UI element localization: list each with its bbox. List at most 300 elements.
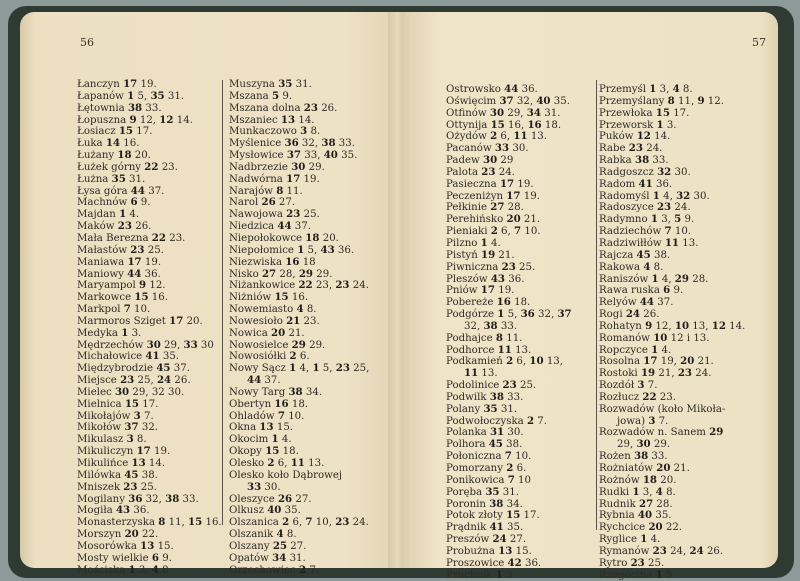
index-entry	[599, 570, 745, 581]
map-sheet-number: 17	[123, 78, 138, 90]
index-entry	[599, 155, 745, 167]
entry-text: Rabka	[599, 155, 635, 167]
entry-text: 28,	[276, 268, 299, 280]
map-sheet-number: 23	[303, 101, 318, 114]
entry-text: 25.	[644, 557, 665, 569]
map-sheet-number: 23	[501, 260, 516, 273]
map-sheet-number: 2	[506, 355, 514, 368]
map-sheet-number: 7	[664, 225, 672, 238]
entry-text: 16.	[288, 292, 309, 304]
map-sheet-number: 18	[305, 231, 320, 244]
entry-text: 23.	[158, 161, 178, 173]
entry-text: 13.	[679, 237, 699, 249]
map-sheet-number: 1	[480, 236, 488, 249]
entry-text: 31.	[164, 90, 185, 102]
entry-text: Proszowice	[446, 557, 508, 569]
entry-text: 7.	[140, 410, 154, 422]
map-sheet-number: 15	[274, 291, 289, 304]
entry-text: Małastów	[77, 244, 131, 256]
entry-text: 36.	[652, 178, 673, 190]
entry-text: 38.	[502, 439, 523, 451]
entry-text: 27.	[292, 493, 312, 505]
entry-text: Niezwiska	[229, 256, 286, 268]
index-entry	[599, 416, 745, 428]
entry-text: 20.	[183, 315, 203, 327]
entry-text: 3.	[663, 119, 677, 131]
index-entry	[599, 510, 745, 522]
index-entry	[77, 126, 222, 138]
index-entry	[599, 333, 745, 345]
map-sheet-number: 15	[124, 397, 140, 410]
map-sheet-number: 2	[526, 414, 535, 427]
map-sheet-number: 21	[286, 314, 301, 327]
entry-text: 8.	[650, 261, 664, 273]
map-sheet-number: 19	[640, 367, 656, 380]
map-sheet-number: 23	[130, 243, 145, 256]
entry-text: Radziwiłłów	[599, 237, 665, 249]
map-sheet-number: 27	[261, 267, 277, 280]
index-entry	[77, 387, 222, 399]
map-sheet-number: 30	[636, 438, 651, 451]
entry-text: 18	[299, 256, 316, 268]
map-sheet-number: 23	[335, 279, 350, 292]
entry-text: 9.	[681, 214, 695, 226]
map-sheet-number: 3	[133, 409, 141, 422]
entry-text: Pełkinie	[446, 202, 491, 214]
entry-text: Nowica	[229, 327, 272, 339]
map-sheet-number: 1	[651, 343, 659, 356]
index-entry	[77, 494, 222, 506]
map-sheet-number: 30	[482, 154, 498, 167]
index-entry	[77, 553, 222, 565]
map-sheet-number: 10	[674, 319, 690, 332]
map-sheet-number: 44	[504, 83, 519, 95]
entry-text: Pistyń	[446, 249, 481, 261]
entry-text: Piwniczna	[446, 261, 502, 273]
entry-text: Mikołajów	[77, 410, 134, 422]
map-sheet-number: 35	[485, 485, 500, 498]
map-sheet-number: 31	[489, 426, 505, 439]
entry-text: 10.	[130, 304, 151, 316]
entry-text: 20.	[319, 232, 339, 244]
index-entry	[229, 186, 369, 198]
entry-text: Michałowice	[77, 351, 146, 363]
map-sheet-number: 36	[128, 492, 143, 505]
entry-text: 26.	[640, 309, 660, 321]
map-sheet-number: 29	[291, 338, 306, 351]
map-sheet-number: 15	[265, 445, 280, 458]
map-sheet-number: 20	[656, 462, 671, 474]
map-sheet-number: 23	[123, 480, 138, 493]
entry-text: 29.	[305, 161, 325, 173]
map-sheet-number: 30	[114, 385, 130, 398]
entry-text: Przewłoka	[599, 107, 656, 119]
map-sheet-number: 12	[636, 130, 651, 143]
entry-text: Międzybrodzie	[77, 363, 157, 375]
index-entry	[446, 274, 572, 286]
entry-text: Prądnik	[446, 522, 490, 534]
map-sheet-number: 15	[134, 291, 149, 304]
map-sheet-number: 37	[557, 308, 572, 321]
map-sheet-number: 22	[642, 390, 657, 403]
entry-text: Nawojowa	[229, 209, 287, 221]
entry-text: Łużna	[77, 173, 112, 185]
entry-text: Milówka	[77, 469, 125, 481]
entry-text: 33.	[179, 493, 199, 505]
entry-text: Morszyn	[77, 529, 125, 541]
index-column-left-1	[77, 79, 222, 576]
entry-text: 15.	[273, 422, 294, 434]
entry-text: 26.	[317, 102, 338, 114]
map-sheet-number: 30	[489, 106, 505, 119]
entry-text: Romanów	[599, 332, 654, 344]
map-sheet-number: 7	[507, 473, 515, 486]
entry-text: 24,	[666, 545, 690, 557]
map-sheet-number: 11	[664, 236, 679, 249]
index-entry	[599, 380, 745, 392]
index-entry	[599, 499, 745, 511]
entry-text: 36.	[505, 273, 525, 285]
entry-text: 21.	[285, 327, 305, 339]
entry-text: 33.	[335, 138, 356, 150]
map-sheet-number: 43	[320, 243, 335, 256]
entry-text: Machnów	[77, 197, 131, 209]
entry-text: 6,	[274, 458, 291, 469]
entry-text: 27.	[275, 197, 296, 209]
entry-text: 24.	[349, 517, 369, 529]
map-sheet-number: 1	[495, 568, 503, 581]
entry-text: 6,	[497, 131, 514, 143]
entry-text: 24.	[692, 368, 712, 380]
entry-text: Rożniatów	[599, 463, 657, 474]
entry-text: 26.	[171, 375, 191, 387]
entry-text: 5,	[134, 90, 151, 102]
map-sheet-number: 17	[286, 172, 301, 185]
map-sheet-number: 22	[144, 160, 159, 173]
map-sheet-number: 27	[638, 497, 654, 510]
index-entry	[229, 91, 369, 103]
map-sheet-number: 41	[638, 177, 653, 190]
entry-text: 30	[197, 339, 214, 351]
entry-text: Łętownia	[77, 102, 128, 114]
index-entry	[599, 463, 745, 475]
map-sheet-number: 12	[711, 319, 726, 332]
entry-text: 29.	[650, 439, 671, 451]
map-sheet-number: 24	[492, 533, 507, 546]
entry-text: 25.	[144, 244, 164, 256]
map-sheet-number: 11	[290, 457, 305, 469]
entry-text: Mielnica	[77, 398, 125, 410]
map-sheet-number: 24	[689, 544, 704, 557]
index-entry	[229, 529, 369, 541]
entry-text: 38.	[650, 249, 671, 261]
index-entry	[229, 434, 369, 446]
entry-text: 10,	[312, 517, 336, 529]
entry-text: 17.	[139, 398, 159, 410]
entry-text: 29,	[617, 439, 637, 451]
entry-text: 14.	[173, 114, 193, 126]
map-sheet-number: 17	[169, 314, 184, 327]
index-entry	[229, 517, 369, 529]
entry-text: Majdan	[77, 209, 120, 221]
entry-text: 9.	[158, 552, 172, 564]
map-sheet-number: 11	[464, 367, 479, 380]
entry-text: Ożydów	[446, 131, 491, 143]
map-sheet-number: 23	[335, 362, 350, 375]
index-entry	[229, 221, 369, 233]
entry-text: Oświęcim	[446, 95, 500, 107]
map-sheet-number: 19	[481, 248, 496, 261]
map-sheet-number: 34	[272, 551, 287, 564]
index-entry	[446, 487, 572, 499]
map-sheet-number: 1	[271, 433, 279, 446]
index-entry	[229, 565, 369, 577]
map-sheet-number: 17	[643, 355, 658, 368]
map-sheet-number: 16	[274, 397, 289, 410]
index-entry	[229, 422, 369, 434]
entry-text: 10.	[284, 410, 305, 422]
entry-text: Olesko	[229, 458, 268, 469]
entry-text: Obertyn	[229, 398, 275, 410]
map-sheet-number: 12	[159, 113, 174, 126]
entry-text: Potok złoty	[446, 510, 507, 522]
entry-text: 17.	[520, 510, 540, 522]
index-entry	[77, 269, 222, 281]
entry-text: 32,	[142, 493, 166, 505]
entry-text: Łużany	[77, 150, 118, 162]
entry-text: 28.	[688, 273, 709, 285]
map-sheet-number: 37	[286, 149, 301, 162]
entry-text: Rytro	[599, 557, 631, 569]
map-sheet-number: 1	[127, 89, 135, 102]
index-entry	[599, 534, 745, 546]
entry-text: Mikołów	[77, 422, 125, 434]
entry-text: 3,	[656, 84, 673, 95]
map-sheet-number: 40	[323, 149, 338, 162]
entry-text: 25.	[515, 261, 536, 273]
entry-text: Pniów	[446, 285, 481, 297]
entry-text: 33.	[503, 391, 524, 403]
entry-text: Mszana dolna	[229, 102, 304, 114]
map-sheet-number: 37	[124, 421, 139, 434]
index-entry	[599, 427, 745, 439]
entry-text: 17.	[669, 107, 690, 119]
index-entry	[229, 482, 369, 494]
entry-text: Niedzica	[229, 221, 278, 233]
index-entry	[599, 546, 745, 558]
entry-text: 25.	[516, 380, 537, 392]
index-entry	[77, 363, 222, 375]
map-sheet-number: 4	[672, 83, 680, 95]
entry-text: Radoszyce	[599, 202, 657, 214]
map-sheet-number: 40	[637, 509, 653, 522]
entry-text: 25,	[134, 375, 157, 387]
entry-text: Mosty wielkie	[77, 552, 152, 564]
index-entry	[599, 356, 745, 368]
map-sheet-number: 1	[128, 563, 136, 576]
entry-text: 31.	[125, 173, 146, 185]
map-sheet-number: 45	[156, 362, 171, 375]
index-entry	[229, 411, 369, 423]
map-sheet-number: 9	[129, 113, 137, 126]
entry-text: 6,	[513, 356, 530, 368]
index-entry	[446, 191, 572, 203]
map-sheet-number: 2	[490, 225, 498, 238]
entry-text: 29.	[305, 339, 326, 351]
map-sheet-number: 11	[513, 130, 528, 143]
index-entry	[229, 280, 369, 292]
map-sheet-number: 1	[650, 213, 658, 226]
entry-text: Łanczyn	[77, 79, 124, 90]
entry-text: Rogi	[599, 309, 626, 321]
entry-text: Miejsce	[77, 375, 121, 387]
entry-text: 37.	[654, 297, 674, 309]
entry-text: Łopuszna	[77, 114, 130, 126]
entry-text: 16.	[120, 138, 140, 150]
entry-text: 37.	[291, 221, 312, 233]
entry-text: 4.	[647, 534, 661, 546]
entry-text: Rakowa	[599, 261, 644, 273]
map-sheet-number: 9	[139, 279, 147, 292]
entry-text: 7.	[306, 564, 320, 576]
map-sheet-number: 38	[635, 154, 650, 167]
index-entry	[446, 522, 572, 534]
entry-text: 21.	[520, 214, 541, 226]
entry-text: 8.	[662, 486, 676, 498]
index-entry	[599, 297, 745, 309]
map-sheet-number: 17	[136, 445, 151, 458]
index-entry	[599, 143, 745, 155]
map-sheet-number: 1	[656, 118, 664, 131]
entry-text: Nowy Sącz	[229, 363, 290, 375]
map-sheet-number: 1	[119, 208, 127, 221]
index-entry	[229, 458, 369, 470]
map-sheet-number: 2	[490, 130, 498, 143]
entry-text: 35.	[337, 150, 358, 162]
entry-text: 20.	[657, 474, 677, 486]
entry-text: Podhorce	[446, 344, 498, 356]
entry-text: 14.	[725, 320, 746, 332]
index-entry	[77, 565, 222, 577]
entry-text: Puków	[599, 131, 637, 143]
map-sheet-number: 36	[284, 137, 299, 150]
entry-text: Mała Berezna	[77, 232, 152, 244]
entry-text: Nowosiółki	[229, 351, 290, 363]
entry-text: 36.	[521, 557, 542, 569]
entry-text: 21.	[495, 249, 515, 261]
entry-text: Rostoki	[599, 368, 641, 380]
book-gutter	[388, 12, 412, 568]
entry-text: 32,	[298, 138, 322, 150]
index-entry	[229, 209, 369, 221]
map-sheet-number: 22	[298, 279, 313, 292]
map-sheet-number: 4	[643, 260, 651, 273]
entry-text: Maniowy	[77, 268, 128, 280]
entry-text: Mościska	[77, 564, 129, 576]
index-entry	[229, 541, 369, 553]
index-entry	[77, 245, 222, 257]
entry-text: 33.	[649, 155, 669, 167]
entry-text: 29, 32 30.	[129, 386, 185, 398]
entry-text: 35.	[159, 351, 180, 363]
index-entry	[599, 558, 745, 570]
index-entry	[599, 368, 745, 380]
entry-text: 8.	[679, 84, 693, 95]
index-entry	[229, 340, 369, 352]
entry-text: Ryglice	[599, 534, 641, 546]
map-sheet-number: 16	[285, 255, 300, 268]
entry-text: 19.	[150, 446, 171, 458]
entry-text: 10	[514, 474, 531, 486]
entry-text: Przemyślany	[599, 95, 668, 107]
entry-text: Pomorzany	[446, 463, 507, 474]
entry-text: Rohatyn	[599, 320, 646, 332]
entry-text: 23,	[312, 280, 336, 292]
entry-text: Ponikowica	[446, 474, 508, 486]
index-entry	[77, 292, 222, 304]
entry-text: Niżankowice	[229, 280, 299, 292]
index-entry	[446, 558, 572, 570]
entry-text: 31.	[499, 486, 519, 498]
entry-text: Niepołomice	[229, 244, 298, 256]
entry-text: Mikuliczyn	[77, 446, 137, 458]
index-entry	[229, 79, 369, 91]
entry-text: 35.	[550, 95, 570, 107]
map-sheet-number: 7	[514, 225, 522, 238]
entry-text: 26.	[703, 545, 724, 557]
map-sheet-number: 33	[183, 338, 198, 351]
entry-text: 18.	[288, 398, 309, 410]
entry-text: 29,	[504, 107, 527, 119]
entry-text: Munkaczowo	[229, 126, 301, 138]
entry-text: Nowy Targ	[229, 386, 289, 398]
entry-text: 24.	[671, 202, 691, 214]
map-sheet-number: 40	[267, 504, 282, 517]
entry-text: Nowesioło	[229, 315, 287, 327]
entry-text: Radziechów	[599, 226, 665, 238]
map-sheet-number: 32	[657, 165, 672, 178]
map-sheet-number: 6	[130, 196, 138, 209]
map-sheet-number: 43	[115, 504, 131, 517]
map-sheet-number: 2	[289, 350, 297, 363]
entry-text: 36.	[130, 505, 150, 517]
entry-text: Rawa ruska	[599, 285, 664, 297]
entry-text: 4.	[487, 237, 501, 249]
entry-text: 29,	[160, 339, 184, 351]
index-entry	[599, 96, 745, 108]
entry-text: Rosolna	[599, 356, 644, 368]
map-sheet-number: 23	[656, 201, 672, 214]
entry-text: Niżniów	[229, 292, 275, 304]
entry-text: 25,	[349, 363, 370, 375]
index-entry	[446, 404, 572, 416]
map-sheet-number: 24	[625, 308, 641, 321]
map-sheet-number: 40	[536, 94, 551, 107]
index-entry	[446, 427, 572, 439]
entry-text: 3,	[657, 214, 675, 226]
entry-text: 23.	[656, 391, 676, 403]
entry-text: 3.	[128, 327, 142, 339]
map-sheet-number: 23	[630, 556, 645, 569]
map-sheet-number: 18	[642, 473, 658, 486]
entry-text: 19,	[657, 356, 681, 368]
entry-text: Maryampol	[77, 280, 140, 292]
entry-text: Przeworsk	[599, 119, 657, 131]
map-sheet-number: 29	[298, 267, 314, 280]
index-entry	[77, 304, 222, 316]
map-sheet-number: 17	[480, 284, 495, 297]
index-entry	[599, 108, 745, 120]
